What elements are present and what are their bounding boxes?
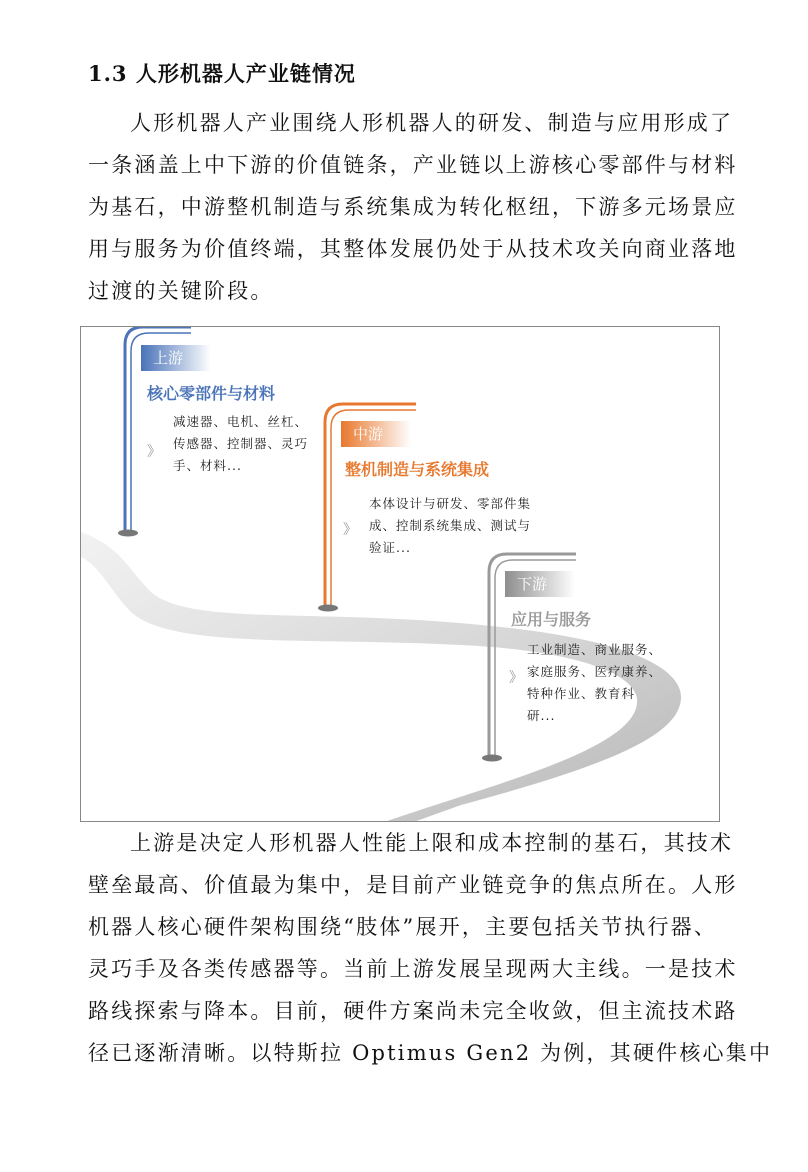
body-paragraph (88, 822, 773, 1074)
upstream-pole-base (118, 530, 138, 537)
upstream-tag: 上游 (153, 349, 184, 367)
downstream-tag: 下游 (517, 575, 548, 593)
upstream-title: 核心零部件与材料 (147, 384, 276, 403)
midstream-description: 本体设计与研发、零部件集 成、控制系统集成、测试与 验证... (369, 496, 532, 555)
intro-line: 用与服务为价值终端，其整体发展仍处于从技术攻关向商业落地 (88, 237, 738, 261)
midstream-title: 整机制造与系统集成 (345, 460, 490, 479)
intro-line: 为基石，中游整机制造与系统集成为转化枢纽，下游多元场景应 (88, 195, 738, 219)
midstream-tag: 中游 (353, 425, 384, 443)
body-line: 灵巧手及各类传感器等。当前上游发展呈现两大主线。一是技术 (88, 957, 738, 981)
body-line: 机器人核心硬件架构围绕“肢体”展开，主要包括关节执行器、 (88, 915, 718, 939)
body-line: 径已逐渐清晰。以特斯拉 Optimus Gen2 为例，其硬件核心集中 (88, 1041, 773, 1065)
midstream-pole-base (318, 605, 338, 612)
body-line: 上游是决定人形机器人性能上限和成本控制的基石，其技术 (130, 831, 734, 855)
downstream-description: 工业制造、商业服务、 家庭服务、医疗康养、 特种作业、教育科 研... (527, 642, 663, 723)
intro-line: 一条涵盖上中下游的价值链条，产业链以上游核心零部件与材料 (88, 153, 738, 177)
midstream-chevron-icon: 》 (343, 522, 357, 538)
intro-line: 过渡的关键阶段。 (88, 279, 274, 303)
industry-chain-figure (80, 326, 720, 822)
downstream-title: 应用与服务 (511, 610, 592, 629)
body-line: 路线探索与降本。目前，硬件方案尚未完全收敛，但主流技术路 (88, 999, 738, 1023)
upstream-chevron-icon: 》 (147, 444, 161, 460)
downstream-pole-base (482, 755, 502, 762)
section-heading: 1.3 人形机器人产业链情况 (88, 61, 356, 86)
upstream-description: 减速器、电机、丝杠、 传感器、控制器、灵巧 手、材料... (173, 414, 309, 473)
intro-line: 人形机器人产业围绕人形机器人的研发、制造与应用形成了 (130, 111, 734, 135)
downstream-chevron-icon: 》 (509, 670, 523, 686)
body-line: 壁垒最高、价值最为集中，是目前产业链竞争的焦点所在。人形 (88, 873, 738, 897)
intro-paragraph (88, 102, 738, 312)
